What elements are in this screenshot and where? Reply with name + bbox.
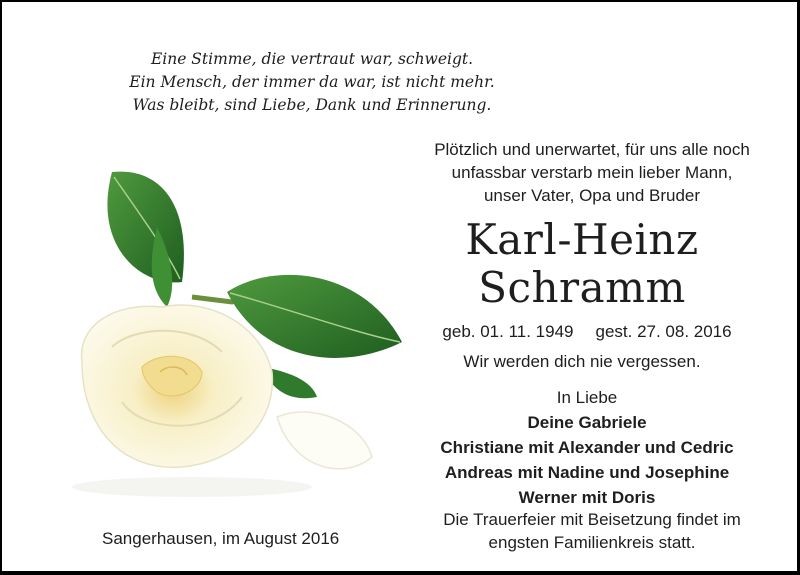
announcement-line: unfassbar verstarb mein lieber Mann, — [451, 163, 733, 182]
poem-line: Was bleibt, sind Liebe, Dank und Erinnerung. — [132, 96, 492, 114]
funeral-line: Die Trauerfeier mit Beisetzung findet im — [443, 510, 741, 529]
deceased-first-name: Karl-Heinz — [465, 215, 699, 264]
memorial-motto: Wir werden dich nie vergessen. — [463, 352, 701, 371]
fallen-petal — [277, 412, 372, 469]
death-date: gest. 27. 08. 2016 — [595, 322, 732, 341]
funeral-info — [407, 508, 777, 554]
deceased-last-name: Schramm — [478, 263, 686, 312]
place-and-date: Sangerhausen, im August 2016 — [102, 529, 340, 548]
announcement-line: unser Vater, Opa und Bruder — [483, 186, 701, 205]
white-rose-image — [62, 167, 412, 507]
poem-line: Eine Stimme, die vertraut war, schweigt. — [150, 50, 474, 68]
birth-date: geb. 01. 11. 1949 — [442, 322, 574, 341]
mourners-intro: In Liebe — [556, 388, 618, 407]
poem-line: Ein Mensch, der immer da war, ist nicht mehr. — [129, 73, 495, 91]
memorial-poem — [122, 48, 502, 117]
mourners-list — [397, 385, 777, 510]
mourner-name: Andreas mit Nadine und Josephine — [444, 463, 730, 482]
deceased-name — [402, 216, 762, 312]
funeral-line: engsten Familienkreis statt. — [488, 533, 696, 552]
announcement-line: Plötzlich und unerwartet, für uns alle noch — [434, 140, 750, 159]
mourner-name: Werner mit Doris — [518, 488, 656, 507]
mourner-name: Christiane mit Alexander und Cedric — [440, 438, 734, 457]
death-announcement — [412, 138, 772, 207]
life-dates — [397, 321, 777, 343]
mourner-name: Deine Gabriele — [527, 413, 647, 432]
obituary-notice — [2, 2, 797, 571]
